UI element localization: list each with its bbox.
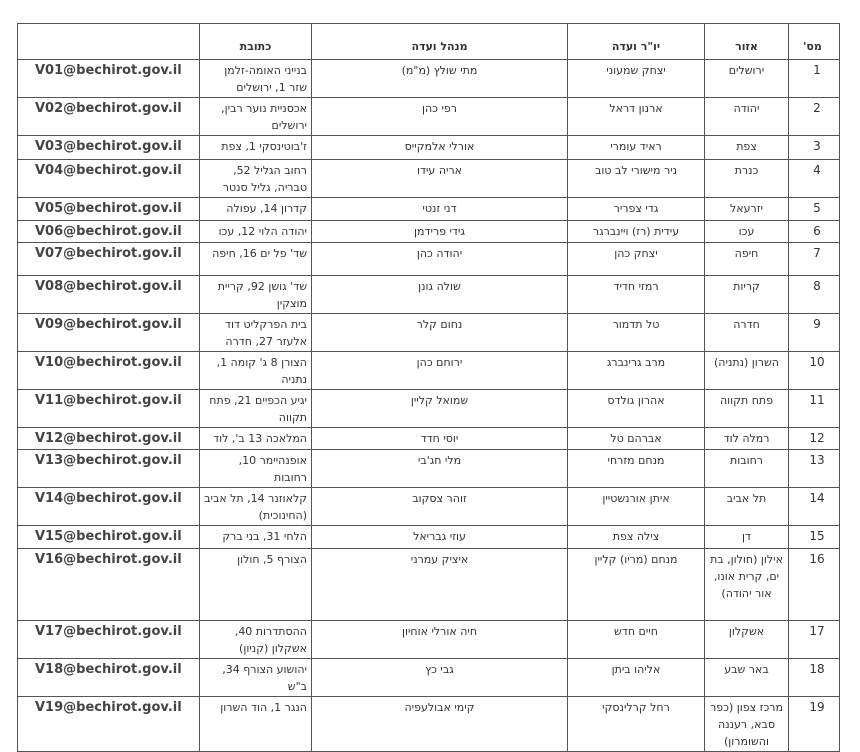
row-email-link[interactable]: V09@bechirot.gov.il xyxy=(18,314,200,352)
row-manager: שולה גונן xyxy=(312,276,568,314)
row-email-link[interactable]: V05@bechirot.gov.il xyxy=(18,198,200,221)
table-row xyxy=(18,60,840,98)
table-row xyxy=(18,160,840,198)
row-number: 7 xyxy=(789,243,840,276)
row-area: רחובות xyxy=(705,450,789,488)
row-chair: ראיד עומרי xyxy=(568,136,705,160)
row-address: רחוב הגליל 52, טבריה, גליל סנטר xyxy=(200,160,312,198)
row-email-link[interactable]: V14@bechirot.gov.il xyxy=(18,488,200,526)
row-manager: מתי שולץ (מ"מ) xyxy=(312,60,568,98)
table-row xyxy=(18,198,840,221)
header-email xyxy=(18,24,200,60)
row-number: 12 xyxy=(789,428,840,450)
row-number: 1 xyxy=(789,60,840,98)
row-manager: דני זנטי xyxy=(312,198,568,221)
header-address: כתובת xyxy=(200,24,312,60)
header-row xyxy=(18,24,840,60)
row-manager: שמואל קליין xyxy=(312,390,568,428)
row-manager: נחום קלר xyxy=(312,314,568,352)
row-chair: רחל קרלינסקי xyxy=(568,697,705,752)
row-number: 19 xyxy=(789,697,840,752)
row-chair: יצחק כהן xyxy=(568,243,705,276)
table-row xyxy=(18,221,840,243)
row-area: השרון (נתניה) xyxy=(705,352,789,390)
row-area: אילון (חולון, בת ים, קרית אונו, אור יהודה) xyxy=(705,549,789,621)
row-area: באר שבע xyxy=(705,659,789,697)
row-number: 11 xyxy=(789,390,840,428)
row-chair: איתן אורנשטיין xyxy=(568,488,705,526)
row-manager: יהודה כהן xyxy=(312,243,568,276)
row-chair: אליהו ביתן xyxy=(568,659,705,697)
row-email-link[interactable]: V15@bechirot.gov.il xyxy=(18,526,200,549)
committees-table xyxy=(17,23,840,752)
row-address: הלחי 31, בני ברק xyxy=(200,526,312,549)
row-manager: זוהר צסקוב xyxy=(312,488,568,526)
table-row xyxy=(18,98,840,136)
row-email-link[interactable]: V07@bechirot.gov.il xyxy=(18,243,200,276)
row-number: 16 xyxy=(789,549,840,621)
row-area: קריות xyxy=(705,276,789,314)
row-address: יגיע הכפיים 21, פתח תקווה xyxy=(200,390,312,428)
header-chair: יו"ר ועדה xyxy=(568,24,705,60)
row-manager: יוסי חדד xyxy=(312,428,568,450)
row-area: תל אביב xyxy=(705,488,789,526)
table-row xyxy=(18,526,840,549)
row-chair: מרב גרינברג xyxy=(568,352,705,390)
row-area: מרכז צפון (כפר סבא, רעננה והשומרון) xyxy=(705,697,789,752)
table-row xyxy=(18,243,840,276)
row-email-link[interactable]: V18@bechirot.gov.il xyxy=(18,659,200,697)
row-chair: חיים חדש xyxy=(568,621,705,659)
row-chair: יצחק שמעוני xyxy=(568,60,705,98)
row-address: בית הפרקליט דוד אלעזר 27, חדרה xyxy=(200,314,312,352)
table-row xyxy=(18,390,840,428)
row-area: רמלה לוד xyxy=(705,428,789,450)
row-email-link[interactable]: V16@bechirot.gov.il xyxy=(18,549,200,621)
row-number: 10 xyxy=(789,352,840,390)
row-email-link[interactable]: V08@bechirot.gov.il xyxy=(18,276,200,314)
row-address: שד' גושן 92, קריית מוצקין xyxy=(200,276,312,314)
row-chair: ארנון דראל xyxy=(568,98,705,136)
row-manager: אורלי אלמקייס xyxy=(312,136,568,160)
row-area: חיפה xyxy=(705,243,789,276)
row-area: צפת xyxy=(705,136,789,160)
table-row xyxy=(18,549,840,621)
row-address: הצורן 8 ג' קומה 1, נתניה xyxy=(200,352,312,390)
row-address: המלאכה 13 ב', לוד xyxy=(200,428,312,450)
table-row xyxy=(18,450,840,488)
row-number: 9 xyxy=(789,314,840,352)
table-row xyxy=(18,314,840,352)
row-manager: אריה עידו xyxy=(312,160,568,198)
row-chair: ניר מישורי לב טוב xyxy=(568,160,705,198)
row-area: חדרה xyxy=(705,314,789,352)
row-address: יהושוע הצורף 34, ב"ש xyxy=(200,659,312,697)
row-area: פתח תקווה xyxy=(705,390,789,428)
table-row xyxy=(18,276,840,314)
table-row xyxy=(18,659,840,697)
row-area: יהודה xyxy=(705,98,789,136)
row-manager: איציק עמרני xyxy=(312,549,568,621)
table-body xyxy=(18,60,840,752)
row-area: אשקלון xyxy=(705,621,789,659)
row-email-link[interactable]: V03@bechirot.gov.il xyxy=(18,136,200,160)
row-manager: גבי כץ xyxy=(312,659,568,697)
row-address: יהודה הלוי 12, עכו xyxy=(200,221,312,243)
row-email-link[interactable]: V13@bechirot.gov.il xyxy=(18,450,200,488)
row-number: 6 xyxy=(789,221,840,243)
row-manager: עוזי גבריאל xyxy=(312,526,568,549)
row-address: הצורף 5, חולון xyxy=(200,549,312,621)
header-manager: מנהל ועדה xyxy=(312,24,568,60)
row-address: אכסניית נוער רבין, ירושלים xyxy=(200,98,312,136)
row-number: 5 xyxy=(789,198,840,221)
row-number: 18 xyxy=(789,659,840,697)
row-manager: ירוחם כהן xyxy=(312,352,568,390)
row-number: 3 xyxy=(789,136,840,160)
row-address: קדרון 14, עפולה xyxy=(200,198,312,221)
row-number: 14 xyxy=(789,488,840,526)
row-address: אופנהיימר 10, רחובות xyxy=(200,450,312,488)
row-manager: קימי אבולעפיה xyxy=(312,697,568,752)
row-chair: מנחם (מריו) קליין xyxy=(568,549,705,621)
row-number: 13 xyxy=(789,450,840,488)
row-chair: טל תדמור xyxy=(568,314,705,352)
row-number: 8 xyxy=(789,276,840,314)
row-number: 2 xyxy=(789,98,840,136)
row-email-link[interactable]: V04@bechirot.gov.il xyxy=(18,160,200,198)
row-email-link[interactable]: V17@bechirot.gov.il xyxy=(18,621,200,659)
row-chair: צילה צפת xyxy=(568,526,705,549)
row-area: ירושלים xyxy=(705,60,789,98)
row-manager: חיה אורלי אוחיון xyxy=(312,621,568,659)
row-email-link[interactable]: V19@bechirot.gov.il xyxy=(18,697,200,752)
row-address: הנגר 1, הוד השרון xyxy=(200,697,312,752)
row-area: כנרת xyxy=(705,160,789,198)
row-email-link[interactable]: V11@bechirot.gov.il xyxy=(18,390,200,428)
row-number: 4 xyxy=(789,160,840,198)
row-chair: אהרון גולדס xyxy=(568,390,705,428)
row-manager: רפי כהן xyxy=(312,98,568,136)
row-area: עכו xyxy=(705,221,789,243)
row-manager: גידי פרידמן xyxy=(312,221,568,243)
table-row xyxy=(18,428,840,450)
row-manager: מלי חג'בי xyxy=(312,450,568,488)
table-row xyxy=(18,136,840,160)
row-chair: עידית (רז) ויינברגר xyxy=(568,221,705,243)
row-number: 17 xyxy=(789,621,840,659)
row-email-link[interactable]: V01@bechirot.gov.il xyxy=(18,60,200,98)
row-address: קלאוזנר 14, תל אביב (החינוכית) xyxy=(200,488,312,526)
row-address: ההסתדרות 40, אשקלון (קניון) xyxy=(200,621,312,659)
row-email-link[interactable]: V12@bechirot.gov.il xyxy=(18,428,200,450)
table-row xyxy=(18,621,840,659)
row-email-link[interactable]: V06@bechirot.gov.il xyxy=(18,221,200,243)
table-row xyxy=(18,352,840,390)
row-email-link[interactable]: V02@bechirot.gov.il xyxy=(18,98,200,136)
header-area: אזור xyxy=(705,24,789,60)
row-chair: רמזי חדיד xyxy=(568,276,705,314)
header-num: מס' xyxy=(789,24,840,60)
row-address: בנייני האומה-זלמן שזר 1, ירושלים xyxy=(200,60,312,98)
row-address: ז'בוטינסקי 1, צפת xyxy=(200,136,312,160)
row-number: 15 xyxy=(789,526,840,549)
row-chair: גדי צפריר xyxy=(568,198,705,221)
row-chair: מנחם מזרחי xyxy=(568,450,705,488)
row-area: דן xyxy=(705,526,789,549)
row-chair: אברהם טל xyxy=(568,428,705,450)
table-row xyxy=(18,488,840,526)
table-row xyxy=(18,697,840,752)
row-address: שד' פל ים 16, חיפה xyxy=(200,243,312,276)
row-email-link[interactable]: V10@bechirot.gov.il xyxy=(18,352,200,390)
row-area: יזרעאל xyxy=(705,198,789,221)
